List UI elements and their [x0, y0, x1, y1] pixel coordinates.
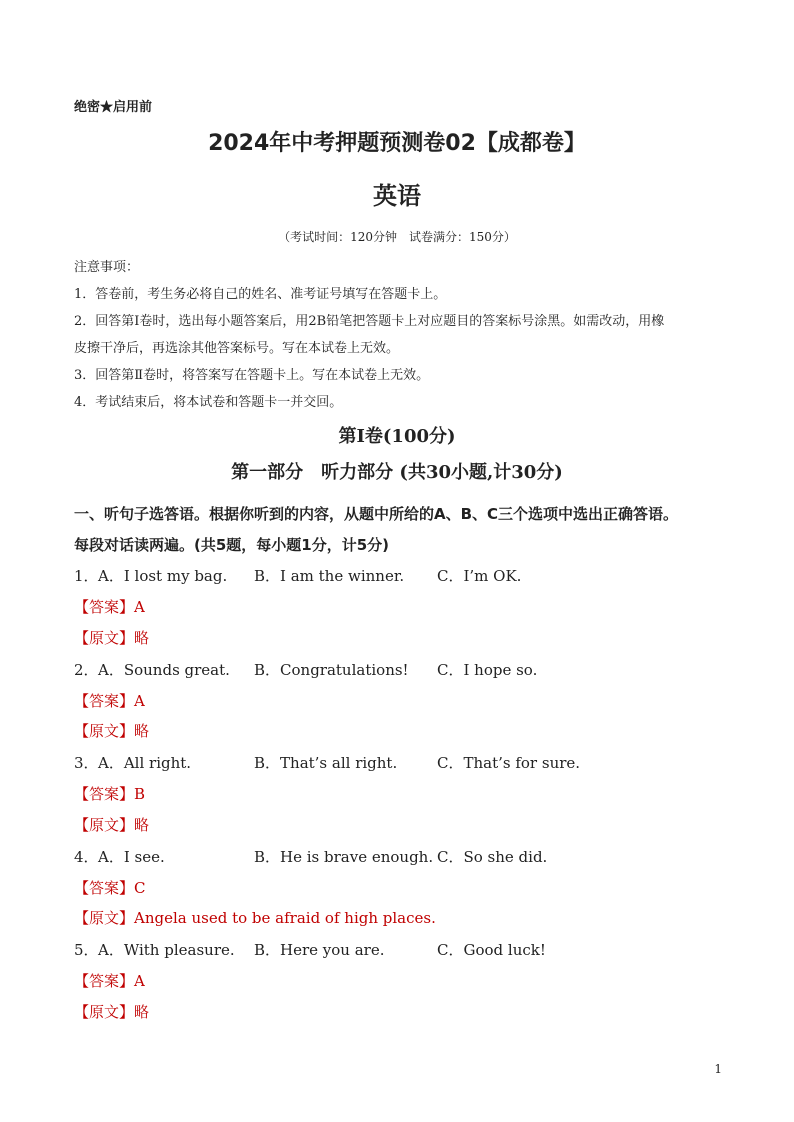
option-c: C．So she did. [437, 848, 548, 866]
question-row [74, 939, 99, 960]
script-label: 【原文】Angela used to be afraid of high places. [74, 909, 436, 927]
part-heading: 第一部分 听力部分 (共30小题,计30分) [231, 462, 563, 483]
script-label: 【原文】略 [74, 722, 150, 740]
answer-label: 【答案】C [74, 879, 146, 897]
option-b: B．That’s all right. [254, 754, 398, 772]
option-a: A．Sounds great. [98, 661, 230, 679]
option-c: C．That’s for sure. [437, 754, 581, 772]
option-a: A．With pleasure. [98, 941, 235, 959]
script-label: 【原文】略 [74, 629, 150, 647]
answer-label: 【答案】A [74, 598, 145, 616]
question-number: 3． [74, 754, 99, 772]
option-a: A．I see. [98, 848, 165, 866]
option-c: C．I hope so. [437, 661, 538, 679]
instruction-line: 一、听句子选答语。根据你听到的内容，从题中所给的A、B、C三个选项中选出正确答语。 [74, 505, 679, 523]
script-label: 【原文】略 [74, 1003, 150, 1021]
note-item: 4．考试结束后，将本试卷和答题卡一并交回。 [74, 395, 343, 410]
exam-time-info: （考试时间：120分钟 试卷满分：150分） [278, 230, 516, 244]
question-row [74, 659, 99, 680]
question-row [74, 846, 99, 867]
question-number: 5． [74, 941, 99, 959]
notes-heading: 注意事项： [74, 260, 140, 275]
exam-title: 2024年中考押题预测卷02【成都卷】 [208, 131, 586, 156]
confidential-label: 绝密★启用前 [74, 100, 153, 115]
option-b: B．Here you are. [254, 941, 385, 959]
page-number: 1 [714, 1062, 722, 1076]
option-a: A．I lost my bag. [98, 567, 228, 585]
question-row [74, 752, 99, 773]
question-number: 2． [74, 661, 99, 679]
subject-title: 英语 [373, 182, 421, 210]
option-b: B．Congratulations! [254, 661, 409, 679]
note-item: 1．答卷前，考生务必将自己的姓名、准考证号填写在答题卡上。 [74, 287, 447, 302]
option-a: A．All right. [98, 754, 192, 772]
answer-label: 【答案】A [74, 692, 145, 710]
option-b: B．I am the winner. [254, 567, 405, 585]
option-c: C．I’m OK. [437, 567, 522, 585]
answer-label: 【答案】B [74, 785, 146, 803]
question-number: 1． [74, 567, 99, 585]
option-c: C．Good luck! [437, 941, 546, 959]
note-item: 3．回答第Ⅱ卷时，将答案写在答题卡上。写在本试卷上无效。 [74, 368, 430, 383]
option-b: B．He is brave enough. [254, 848, 434, 866]
question-row [74, 565, 99, 586]
instruction-line: 每段对话读两遍。(共5题，每小题1分，计5分) [74, 536, 390, 554]
question-number: 4． [74, 848, 99, 866]
note-item: 皮擦干净后，再选涂其他答案标号。写在本试卷上无效。 [74, 341, 400, 356]
answer-label: 【答案】A [74, 972, 145, 990]
volume-heading: 第Ⅰ卷(100分) [338, 426, 456, 447]
script-label: 【原文】略 [74, 816, 150, 834]
note-item: 2．回答第Ⅰ卷时，选出每小题答案后，用2B铅笔把答题卡上对应题目的答案标号涂黑。如需改动，用橡 [74, 314, 665, 329]
